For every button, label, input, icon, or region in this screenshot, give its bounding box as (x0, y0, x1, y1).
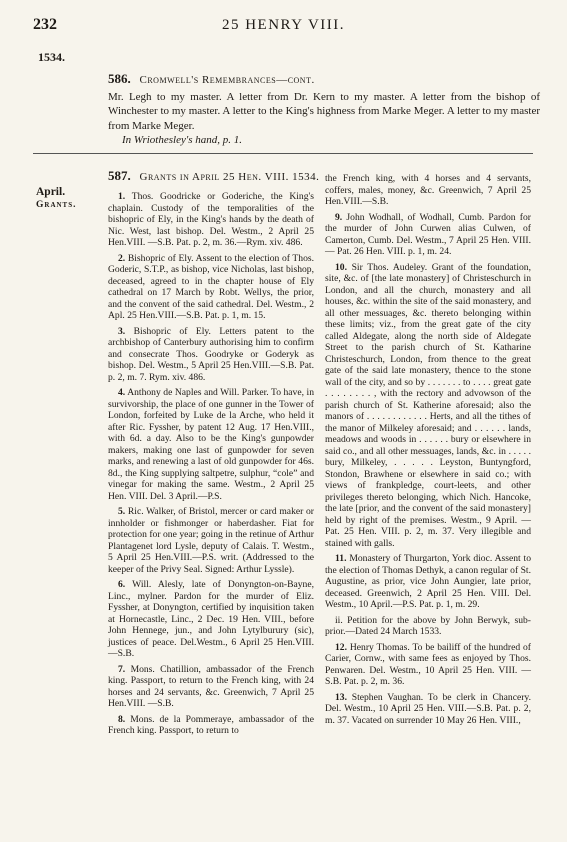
item-number: 1. (118, 191, 126, 202)
grant-item (108, 253, 314, 322)
grant-item (325, 692, 531, 727)
item-text: Henry Thomas. To be bailiff of the hundred of Carier, Cornw., with same fees as enjoyed by Thos. Penwaren. Del. Westm., 10 April 25 Hen. VIII. — S.B. Pat. p. 2, m. 36. (325, 641, 532, 687)
entry-586-note: In Wriothesley's hand, p. 1. (122, 134, 242, 147)
item-text: Bishopric of Ely. Assent to the election of Thos. Goderic, S.T.P., as bishop, vice Nicholas, last bishop, deceased, agreed to in the chapter house of Ely cathedral on 17 March by Robt. Wellys, the prior, and the convent of the said cathedral. Del. Westm., 2 Apl. 25 Hen.VIII.—S.B. Pat. p. 1, m. 15. (108, 252, 314, 321)
grant-item (108, 326, 314, 384)
item-text: John Wodhall, of Wodhall, Cumb. Pardon for the murder of John Curwen alias Culwen, of Camerton, Cumb. Del. Westm., 7 April 25 Hen. VIII. — Pat. 26 Hen. VIII. p. 1, m. 24. (325, 211, 531, 257)
item-text: Mons. de la Pommeraye, ambassador of the French king. Passport, to return to (108, 713, 314, 736)
sidebar-month: April. (36, 186, 66, 198)
item-number: 10. (335, 261, 347, 273)
item-text: the French king, with 4 horses and 4 servants, coffers, males, money, &c. Greenwich, 7 April 25 Hen.VIII.—S.B. (325, 173, 531, 207)
grant-item (108, 579, 314, 660)
item-number: 11. (335, 553, 347, 564)
item-text: Stephen Vaughan. To be clerk in Chancery. Del. Westm., 10 April 25 Hen. VIII.—S.B. Pat. p. 2, m. 37. Vacated on surrender 10 May 26 Hen. VIII., (325, 691, 531, 726)
entry-586-heading (108, 72, 540, 88)
item-text: Anthony de Naples and Will. Parker. To have, in survivorship, the place of one gunner in the Tower of London, forfeited by Luke de la Arche, who held it after Ric. Fyssher, by patent 12 Aug. 17 Hen.VIII., with 6d. a day. Also to be the King's gunpowder makers, making one last of gunpowder for seven marks, and renewing a last of old gunpowder for 46s. 8d., the King supplying saltpetre, sulphur, “cole” and vinegar for making the same. Westm., 2 April 25 Hen. VIII. Del. 3 April.—P.S. (108, 387, 314, 502)
item-number: 12. (335, 641, 347, 653)
year-label: 1534. (38, 50, 65, 64)
item-number: 3. (118, 325, 126, 337)
grant-item-continued (325, 173, 531, 208)
entry-title: Grants in April 25 Hen. VIII. 1534. (139, 171, 320, 183)
entry-number: 586. (108, 71, 131, 86)
item-text: Thos. Goodricke or Goderiche, the King's chaplain. Custody of the temporalities of the bishopric of Ely, in the King's hands by the death of Nic. West, last bishop. Del. Westm., 2 April 25 Hen.VIII. —S.B. Pat. p. 2, m. 36.—Rym. xiv. 486. (108, 191, 314, 248)
item-text: Ric. Walker, of Bristol, mercer or card maker or innholder or fishmonger or haberdasher. Fiat for protection for one year; going in the retinue of Arthur Plantagenet lord Lysle, deputy of Calais. T. Westm., 5 April 25 Hen.VIII.—P.S. writ. (Addressed to the keeper of the Privy Seal. Signed: Arthur Lyssle). (108, 506, 314, 575)
grant-item (108, 387, 314, 502)
item-text: Mons. Chatillion, ambassador of the French king. Passport, to return to the French king, with 24 horses and 24 servants, &c. Greenwich, 7 April 25 Hen.VIII. —S.B. (108, 663, 314, 709)
grant-item (108, 191, 314, 249)
page-number: 232 (33, 16, 57, 33)
item-number: 2. (118, 252, 126, 264)
item-text: Monastery of Thurgarton, York dioc. Assent to the election of Thomas Dethyk, a canon regular of St. Augustine, as prior, vice John Aungier, late prior, deceased. Greenwich, 2 April 25 Hen. VIII. Del. Westm., 10 April.—P.S. Pat. p. 1, m. 29. (325, 553, 531, 610)
right-column (325, 173, 531, 730)
item-number: 8. (118, 713, 126, 725)
item-number: 5. (118, 506, 126, 517)
item-number: 7. (118, 663, 126, 675)
grant-item (325, 262, 531, 550)
grant-item (108, 506, 314, 575)
item-number: 13. (335, 691, 347, 703)
grant-item (325, 212, 531, 258)
item-number: 4. (118, 387, 126, 398)
entry-title: Cromwell's Remembrances—cont. (139, 74, 315, 86)
entry-586 (108, 72, 540, 148)
entry-586-text: Mr. Legh to my master. A letter from Dr. Kern to my master. A letter from the bishop of Winchester to my master. A letter to the King's highness from Marke Meger. A letter to my master from Marke Meger. (108, 90, 540, 132)
grant-item (108, 664, 314, 710)
sidebar-label: Grants. (36, 200, 77, 210)
grant-item (325, 553, 531, 611)
entry-number: 587. (108, 168, 131, 183)
grant-item (108, 714, 314, 737)
item-text: Sir Thos. Audeley. Grant of the foundation, site, &c. of [the late monastery] of Christeschurch in London, and all the church, monastery and all houses, &c. within the site of the said monastery, and all other messuages, &c. thereto belonging within these limits; viz., from the great gate of the city called Aldegate, along the north side of Aldegate Street to the parish church of St. Katharine Christeschurch, London, from thence to the great gate of the said late monastery, thence to the stone wall of the city, and so by . . . . . . . to . . . . great gate . . . . . . . . , with the rectory and advowson of the parish church of St. Katherine aforesaid; also the manors of . . . . . . . . . . . . Herts, and all the tithes of the manor of Milkeley aforesaid; and . . . . . . lands, meadows and woods in . . . . . . bury or elsewhere in said co., and all other messuages, lands, &c. in . . . . . bury, Milkeley, . . . . . Leyston, Buntyngford, Stondon, Brawhene or elsewhere in said co.; with views of frankpledge, court-leets, and other privileges thereto belonging, which Nich. Hancoke, the late [prior, and the convent of the said monastery] held by right of the premises. Westm., 9 April. — Pat. 25 Hen. VIII. p. 2, m. 37. Very illegible and stained with galls. (325, 261, 531, 549)
left-column (108, 191, 314, 741)
grant-item-sub (325, 615, 531, 638)
item-text: Will. Alesly, late of Donyngton-on-Bayne, Linc., mylner. Pardon for the murder of Eliz. Fyssher, at Donyngton, certified by inquisition taken at Hornecastle, Linc., 2 Dec. 19 Hen. VIII., before John Hennege, jun., and John Lytylburury (sic), justices of peace. Del.Westm., 6 April 25 Hen.VIII.—S.B. (108, 579, 314, 659)
item-text: Bishopric of Ely. Letters patent to the archbishop of Canterbury authorising him to confirm and consecrate Thos. Goodryke or Goderyk as bishop. Del. Westm., 5 April 25 Hen.VIII.—S.B. Pat. p. 2, m. 7. Rym. xiv. 486. (108, 325, 314, 383)
grant-item (325, 642, 531, 688)
item-number: 6. (118, 579, 126, 590)
running-title: 25 HENRY VIII. (221, 17, 346, 33)
item-text: ii. Petition for the above by John Berwyk, sub-prior.—Dated 24 March 1533. (325, 614, 531, 637)
section-divider (33, 153, 533, 154)
item-number: 9. (335, 211, 343, 223)
